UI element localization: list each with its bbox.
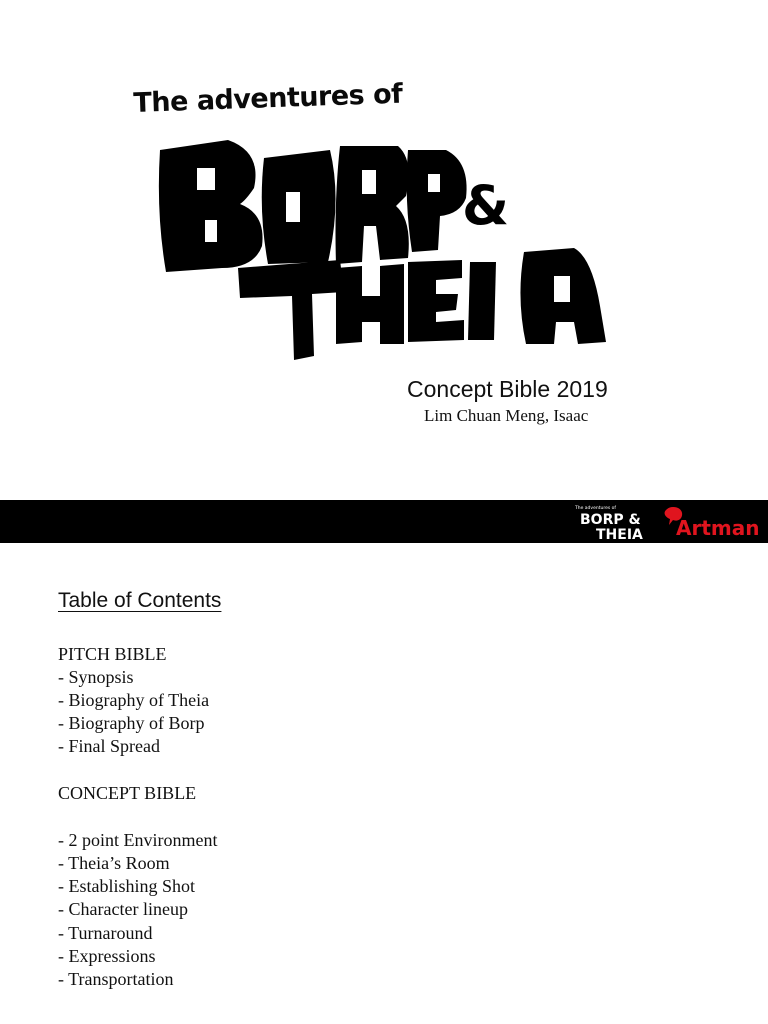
toc-item: - 2 point Environment [58, 830, 218, 850]
toc-section-pitch-bible: PITCH BIBLE [58, 644, 167, 664]
table-of-contents-slide [0, 543, 768, 1024]
mini-logo-line2: THEIA [596, 527, 643, 541]
title-tagline: The adventures of [132, 78, 403, 119]
toc-item: - Biography of Borp [58, 713, 205, 733]
title-word-borp [159, 140, 509, 272]
toc-item: - Synopsis [58, 667, 134, 687]
toc-item: - Establishing Shot [58, 876, 196, 896]
borp-theia-mini-logo [574, 503, 650, 541]
cover-slide [0, 0, 768, 500]
toc-item: - Transportation [58, 969, 174, 989]
author-name: Lim Chuan Meng, Isaac [424, 406, 589, 425]
title-word-theia [238, 248, 606, 360]
toc-item: - Expressions [58, 946, 156, 966]
concept-bible-title: Concept Bible 2019 [407, 376, 608, 402]
toc-item: - Character lineup [58, 899, 188, 919]
toc-heading: Table of Contents [58, 589, 222, 612]
mini-logo-tagline: The adventures of [575, 506, 616, 511]
artman-brand-name: Artman [676, 516, 760, 540]
footer-bar [0, 500, 768, 543]
mini-logo-line1: BORP & [580, 512, 641, 528]
toc-item: - Theia’s Room [58, 853, 170, 873]
toc-item: - Final Spread [58, 736, 160, 756]
toc-item: - Turnaround [58, 923, 153, 943]
toc-section-concept-bible: CONCEPT BIBLE [58, 783, 197, 803]
title-logo [0, 0, 768, 500]
title-ampersand: & [462, 174, 510, 237]
toc-item: - Biography of Theia [58, 690, 210, 710]
